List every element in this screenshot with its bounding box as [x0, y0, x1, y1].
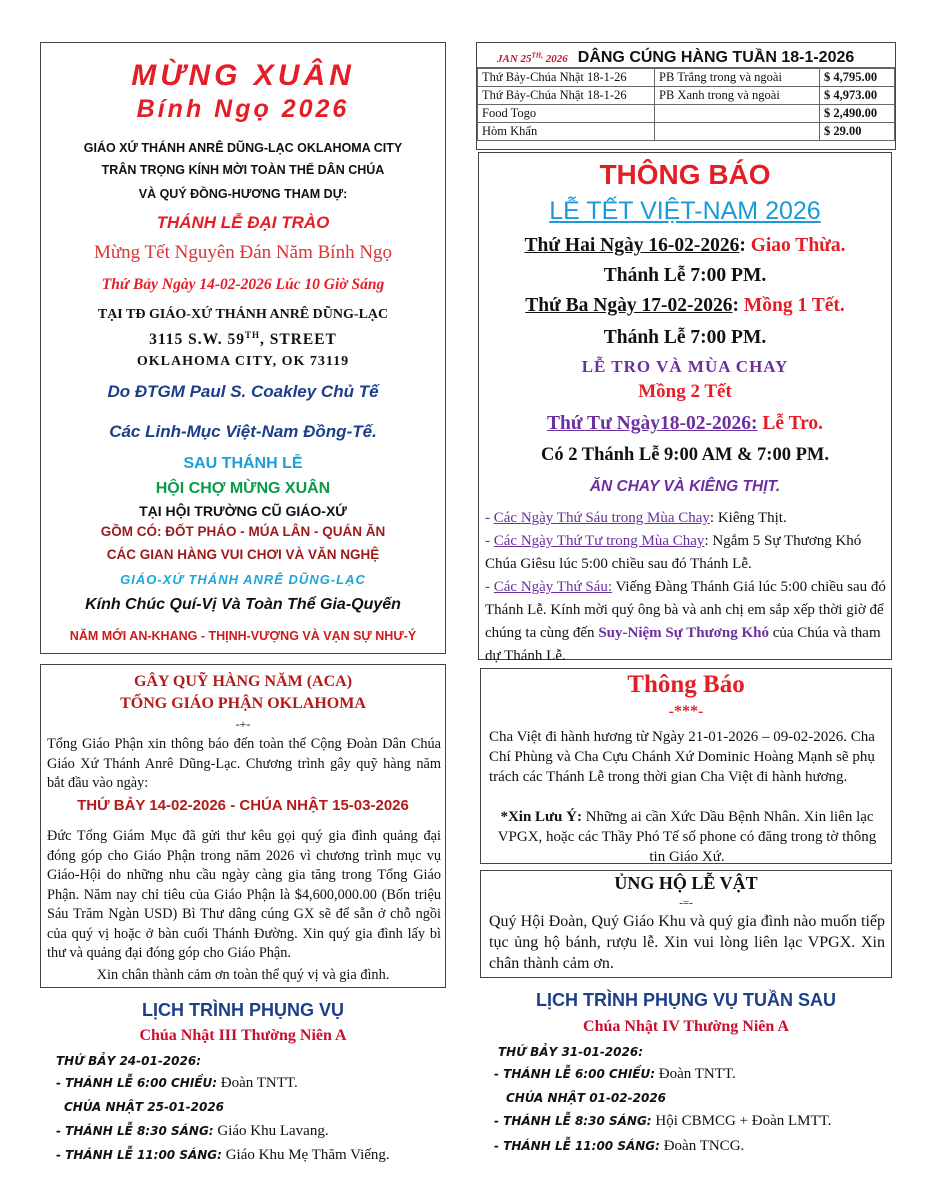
- concelebrants: Các Linh-Mục Việt-Nam Đồng-Tế.: [109, 422, 377, 441]
- mass-title: THÁNH LỄ ĐẠI TRÀO: [156, 213, 330, 232]
- support-title: ỦNG HỘ LỄ VẬT: [614, 873, 758, 893]
- ash-lent-subtitle: Mồng 2 Tết: [638, 381, 732, 402]
- schedule-subtitle: Chúa Nhật III Thường Niên A: [139, 1027, 347, 1044]
- aca-body: Đức Tổng Giám Mục đã gửi thư kêu gọi quý gia đình quảng đại đóng góp cho Giáo Phận trong năm 2026 vì chương trình mục vụ Giáo-Hội do những nhu cầu ngày càng gia tăng trong Tổng Giáo Phận. Năm nay chỉ tiêu của Giáo Phận là $4,600,000.00 (Bốn triệu Sáu Trăm Ngàn USD) Bì Thư dâng cúng GX sẽ để sẵn ở chỗ ngồi của quý vị hoặc ở bàn cuối Thánh Đường. Xin quý gia đình lấy bì thư và quảng đại đóng góp cho Giáo Phận.: [47, 828, 441, 961]
- schedule-time: - THÁNH LỄ 6:00 CHIỀU:: [56, 1076, 218, 1090]
- day1-date: Thứ Hai Ngày 16-02-2026: [524, 235, 740, 256]
- notice-note: [489, 807, 885, 867]
- aca-thanks: Xin chân thành cảm ơn toàn thể quý vị và gia đình.: [96, 967, 390, 983]
- mass-date: Thứ Bảy Ngày 14-02-2026 Lúc 10 Giờ Sáng: [101, 276, 385, 293]
- schedule-group: Giáo Khu Mẹ Thăm Viếng.: [221, 1147, 390, 1163]
- tet-title: LỄ TẾT VIỆT-NAM 2026: [549, 197, 821, 225]
- offering-source: Thứ Bảy-Chúa Nhật 18-1-26: [478, 69, 655, 87]
- offering-desc: [655, 123, 820, 141]
- schedule-item: [494, 1066, 736, 1083]
- aca-subtitle: TỔNG GIÁO PHẬN OKLAHOMA: [120, 695, 366, 712]
- lent-notes: - Các Ngày Thứ Sáu trong Mùa Chay: Kiêng Thịt. - Các Ngày Thứ Tư trong Mùa Chay: Ngắm 5 Sự Thương Khó Chúa Giêsu lúc 5:00 chiều sau đó Thánh Lễ. - Các Ngày Thứ Sáu: Viếng Đàng Thánh Giá lúc 5:00 chiều sau đó Thánh Lễ. Kính mời quý ông bà và anh chị em sắp xếp thời giờ để chúng ta cùng đến Suy-Niệm Sự Thương Khó của Chúa và tham dự Thánh Lễ.: [485, 510, 886, 664]
- mass-subtitle: Mừng Tết Nguyên Đán Năm Bính Ngọ: [93, 242, 393, 263]
- day2-event: Mồng 1 Tết.: [743, 295, 845, 316]
- offering-date-label: JAN 25: [497, 52, 532, 65]
- day2-date: Thứ Ba Ngày 17-02-2026: [525, 295, 733, 316]
- schedule-time: - THÁNH LỄ 8:30 SÁNG:: [494, 1114, 652, 1128]
- day1: Thứ Hai Ngày 16-02-2026: Giao Thừa.: [524, 235, 846, 256]
- invite-line-3: VÀ QUÝ ĐỒNG-HƯƠNG THAM DỰ:: [138, 187, 348, 201]
- schedule-group: Đoàn TNCG.: [659, 1138, 745, 1154]
- pastor-notice: [480, 668, 892, 864]
- notice-body: Cha Việt đi hành hương từ Ngày 21-01-2026 – 09-02-2026. Cha Chí Phùng và Cha Cựu Chánh Xứ Dominic Hoàng Mạnh sẽ phụ trách các Thánh Lễ trong thời gian Cha Việt đi hành hương.: [489, 729, 875, 785]
- invite-line-1: GIÁO XỨ THÁNH ANRÊ DŨNG-LẠC OKLAHOMA CITY: [83, 141, 403, 155]
- offering-date: [497, 53, 568, 65]
- support-separator: -=-: [679, 897, 693, 909]
- offering-amount: $ 4,973.00: [820, 87, 895, 105]
- after-mass: SAU THÁNH LỄ: [183, 455, 303, 472]
- offering-date-sup: TH,: [531, 51, 544, 59]
- stations-text: Viếng Đàng Thánh Giá lúc 5:00 chiều sau đó Thánh Lễ. Kính mời quý ông bà và anh chị em sắp xếp thời giờ để chúng ta cùng đến: [485, 579, 886, 641]
- offering-rows: [477, 68, 895, 141]
- venue-line-1: TẠI TĐ GIÁO-XỨ THÁNH ANRÊ DŨNG-LẠC: [97, 307, 389, 322]
- table-row: [478, 123, 895, 141]
- schedule-saturday: THỨ BẢY 24-01-2026:: [56, 1054, 202, 1068]
- day2: Thứ Ba Ngày 17-02-2026: Mồng 1 Tết.: [525, 295, 845, 316]
- day3: [479, 413, 891, 435]
- notice-note-label: *Xin Lưu Ý:: [500, 809, 582, 825]
- address-street-number: 3115 S.W. 59: [149, 331, 245, 349]
- schedule-time: - THÁNH LỄ 11:00 SÁNG:: [56, 1148, 222, 1162]
- lent-friday-text: : Kiêng Thịt.: [709, 510, 787, 526]
- fair-location: TẠI HỘI TRƯỜNG CŨ GIÁO-XỨ: [139, 503, 347, 519]
- offering-desc: PB Xanh trong và ngoài: [655, 87, 820, 105]
- day2-mass: Thánh Lễ 7:00 PM.: [603, 327, 767, 348]
- notice-separator: -***-: [668, 703, 704, 720]
- notice-title: Thông Báo: [627, 671, 745, 698]
- offering-source: Food Togo: [478, 105, 655, 123]
- offering-amount: $ 4,795.00: [820, 69, 895, 87]
- offering-desc: [655, 105, 820, 123]
- offering-support: [480, 870, 892, 978]
- schedule-item: [56, 1075, 298, 1092]
- schedule-group: Đoàn TNTT.: [217, 1075, 298, 1091]
- schedule-subtitle: Chúa Nhật IV Thường Niên A: [583, 1018, 789, 1035]
- offering-date-year: 2026: [543, 52, 568, 65]
- offering-header: [477, 43, 895, 68]
- table-row: [478, 105, 895, 123]
- new-year-wish: Kính Chúc Quí-Vị Và Toàn Thể Gia-Quyến: [85, 596, 401, 613]
- passion-meditation: Suy-Niệm Sự Thương Khó: [598, 625, 769, 641]
- address-superscript: TH: [244, 330, 260, 340]
- support-body: Quý Hội Đoàn, Quý Giáo Khu và quý gia đình nào muốn tiếp tục ủng hộ bánh, rượu lễ. Xin vui lòng liên lạc VPGX. Xin chân thành cảm ơn.: [489, 913, 885, 972]
- schedule-item: [56, 1147, 390, 1164]
- invite-line-2: TRÂN TRỌNG KÍNH MỜI TOÀN THỂ DÂN CHÚA: [101, 163, 385, 177]
- offering-desc: PB Trắng trong và ngoài: [655, 69, 820, 87]
- schedule-group: Hội CBMCG + Đoàn LMTT.: [651, 1113, 832, 1129]
- notice-note-text: Những ai cần Xức Dầu Bệnh Nhân. Xin liên lạc VPGX, hoặc các Thầy Phó Tế số phone có đăng trong tờ thông tin Giáo Xứ.: [497, 809, 877, 865]
- day3-event: Lễ Tro.: [762, 413, 824, 434]
- venue-city: OKLAHOMA CITY, OK 73119: [136, 354, 350, 369]
- parish-name: GIÁO-XỨ THÁNH ANRÊ DŨNG-LẠC: [120, 572, 366, 587]
- weekly-offering-table: [476, 42, 896, 150]
- schedule-sunday: CHÚA NHẬT 01-02-2026: [506, 1091, 667, 1105]
- schedule-item: [494, 1113, 831, 1130]
- schedule-time: - THÁNH LỄ 8:30 SÁNG:: [56, 1124, 214, 1138]
- schedule-item: [494, 1138, 744, 1155]
- day3-mass: Có 2 Thánh Lễ 9:00 AM & 7:00 PM.: [541, 445, 829, 465]
- stations-link[interactable]: Các Ngày Thứ Sáu:: [493, 579, 612, 595]
- offering-source: Hòm Khấn: [478, 123, 655, 141]
- table-row: [478, 69, 895, 87]
- lent-wednesday-text: : Ngắm 5 Sự Thương Khó Chúa Giêsu lúc 5:00 chiều sau đó Thánh Lễ.: [485, 533, 862, 572]
- fair-includes-1: GỒM CÓ: ĐỐT PHÁO - MÚA LÂN - QUÁN ĂN: [100, 524, 386, 539]
- schedule-saturday: THỨ BẢY 31-01-2026:: [498, 1045, 644, 1059]
- offering-amount: $ 2,490.00: [820, 105, 895, 123]
- schedule-time: - THÁNH LỄ 6:00 CHIỀU:: [494, 1067, 656, 1081]
- aca-dates: THỨ BẢY 14-02-2026 - CHÚA NHẬT 15-03-2026: [77, 797, 409, 814]
- venue-address: [41, 330, 445, 349]
- new-year-blessing: NĂM MỚI AN-KHANG - THỊNH-VƯỢNG VÀ VẠN SỰ NHƯ-Ý: [69, 629, 417, 643]
- offering-source: Thứ Bảy-Chúa Nhật 18-1-26: [478, 87, 655, 105]
- stations-end: của Chúa và tham dự Thánh Lễ.: [485, 625, 881, 664]
- aca-fundraiser: [40, 664, 446, 988]
- offering-title: DÂNG CÚNG HÀNG TUẦN 18-1-2026: [577, 48, 855, 66]
- celebrant: Do ĐTGM Paul S. Coakley Chủ Tế: [107, 382, 379, 401]
- schedule-time: - THÁNH LỄ 11:00 SÁNG:: [494, 1139, 660, 1153]
- schedule-title: LỊCH TRÌNH PHỤNG VỤ TUẦN SAU: [536, 990, 836, 1010]
- tet-announcement: [478, 152, 892, 664]
- schedule-group: Đoàn TNTT.: [655, 1066, 736, 1082]
- aca-title: GÂY QUỸ HÀNG NĂM (ACA): [133, 673, 353, 690]
- spring-festival-invitation: [40, 42, 446, 654]
- lent-wednesday-link[interactable]: Các Ngày Thứ Tư trong Mùa Chay: [493, 533, 705, 549]
- lent-friday-link[interactable]: Các Ngày Thứ Sáu trong Mùa Chay: [493, 510, 710, 526]
- festival-year-title: Bính Ngọ 2026: [136, 95, 350, 123]
- offering-amount: $ 29.00: [820, 123, 895, 141]
- festival-title: MỪNG XUÂN: [131, 59, 355, 92]
- table-row: [478, 87, 895, 105]
- aca-intro: Tổng Giáo Phận xin thông báo đến toàn thể Cộng Đoàn Dân Chúa Giáo Xứ Thánh Anrê Dũng-Lạc. Chương trình gây quỹ hàng năm bắt đầu vào ngày:: [47, 736, 441, 791]
- schedule-title: LỊCH TRÌNH PHỤNG VỤ: [142, 1000, 344, 1020]
- schedule-sunday: CHÚA NHẬT 25-01-2026: [64, 1100, 225, 1114]
- fair-includes-2: CÁC GIAN HÀNG VUI CHƠI VÀ VĂN NGHỆ: [106, 547, 380, 562]
- fasting-title: ĂN CHAY VÀ KIÊNG THỊT.: [589, 478, 781, 495]
- aca-separator: -+-: [235, 717, 251, 731]
- schedule-item: [56, 1123, 329, 1140]
- address-street: , STREET: [259, 331, 337, 349]
- schedule-group: Giáo Khu Lavang.: [213, 1123, 329, 1139]
- ash-lent-title: LỄ TRO VÀ MÙA CHAY: [581, 357, 789, 376]
- day1-mass: Thánh Lễ 7:00 PM.: [603, 265, 767, 286]
- announcement-title: THÔNG BÁO: [599, 159, 771, 190]
- spring-fair: HỘI CHỢ MỪNG XUÂN: [155, 480, 331, 497]
- day1-event: Giao Thừa.: [750, 235, 846, 256]
- day3-date: Thứ Tư Ngày18-02-2026:: [546, 413, 758, 434]
